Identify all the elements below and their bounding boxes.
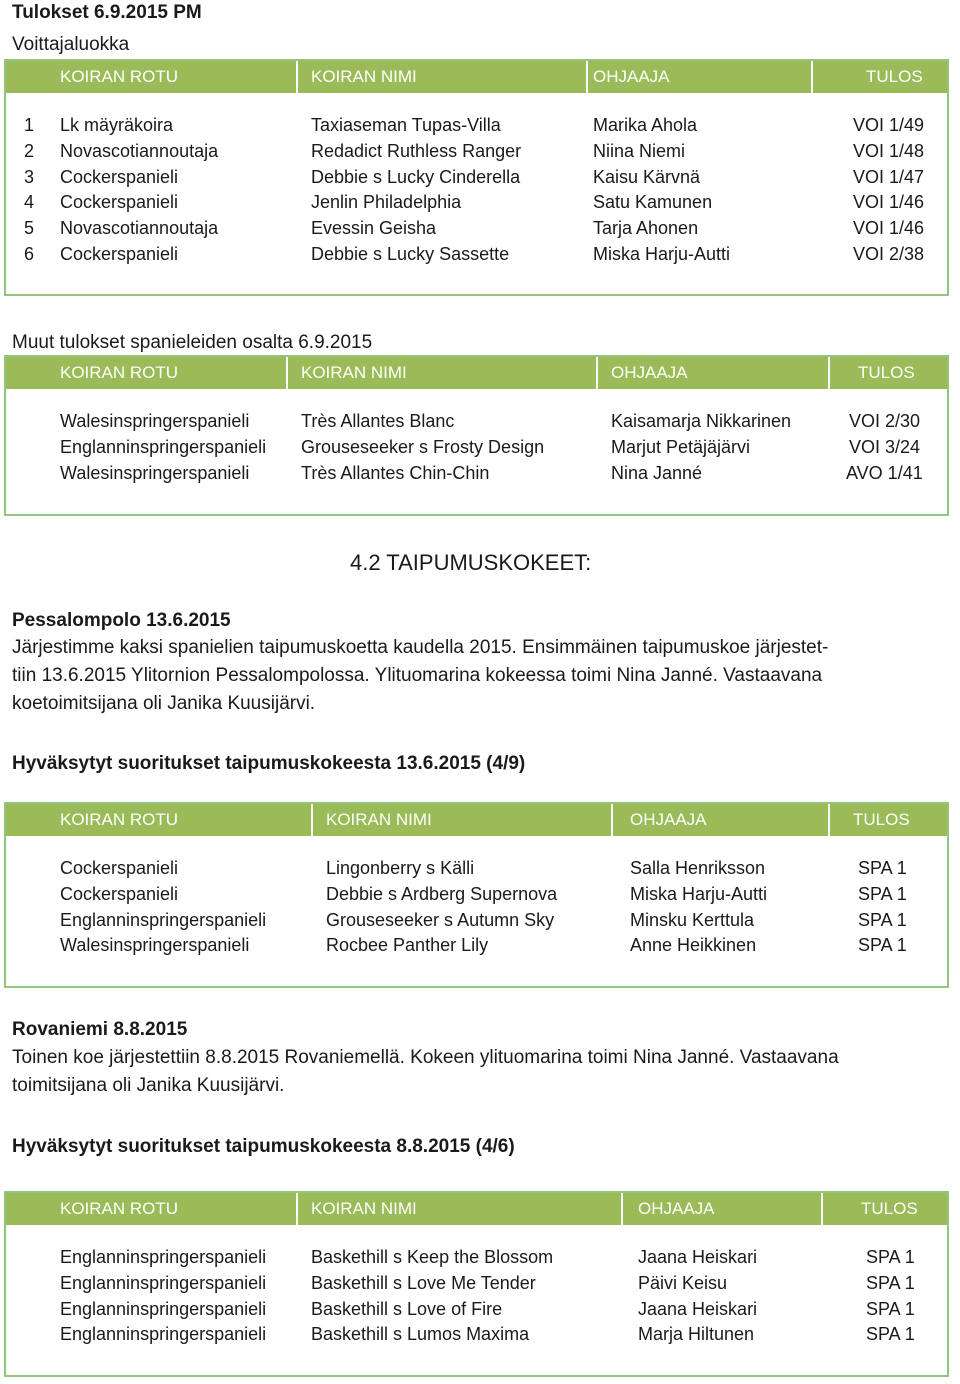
header-handler: OHJAAJA [611, 363, 688, 382]
table-row: Walesinspringerspanieli Très Allantes Chin-Chin Nina Janné AVO 1/41 [60, 462, 923, 483]
header-handler: OHJAAJA [638, 1199, 715, 1218]
table-row: 6 Cockerspanieli Debbie s Lucky Sassette Miska Harju-Autti VOI 2/38 [24, 243, 925, 264]
header-result: TULOS [861, 1199, 918, 1218]
table-row: Englanninspringerspanieli Baskethill s Love Me Tender Päivi Keisu SPA 1 [60, 1272, 915, 1293]
section2-table [4, 355, 949, 516]
section3-table [4, 802, 949, 988]
header-result: TULOS [858, 363, 915, 382]
header-breed: KOIRAN ROTU [60, 1199, 179, 1218]
section3-heading: 4.2 TAIPUMUSKOKEET: [350, 550, 592, 575]
table-row: Cockerspanieli Debbie s Ardberg Supernova Miska Harju-Autti SPA 1 [60, 883, 907, 904]
section4-table-header [6, 1193, 947, 1225]
section3-accepted-title: Hyväksytyt suoritukset taipumuskokeesta 13.6.2015 (4/9) [12, 753, 526, 774]
page-title: Tulokset 6.9.2015 PM [12, 2, 202, 23]
section2-table-header [6, 357, 947, 389]
header-handler: OHJAAJA [593, 67, 670, 86]
section2-subtitle: Muut tulokset spanieleiden osalta 6.9.2015 [12, 332, 373, 353]
table-row: Englanninspringerspanieli Baskethill s Love of Fire Jaana Heiskari SPA 1 [60, 1298, 915, 1319]
section1-subtitle: Voittajaluokka [12, 34, 130, 55]
header-handler: OHJAAJA [630, 810, 707, 829]
table-row: Englanninspringerspanieli Grouseseeker s Autumn Sky Minsku Kerttula SPA 1 [60, 909, 907, 930]
section4-table [4, 1191, 949, 1377]
section4-paragraph: Toinen koe järjestettiin 8.8.2015 Rovaniemellä. Kokeen ylituomarina toimi Nina Janné. Vastaavana toimitsijana oli Janika Kuusijärvi. [12, 1047, 839, 1096]
header-name: KOIRAN NIMI [311, 67, 417, 86]
section1-table-header [6, 61, 947, 93]
section1-table [4, 59, 949, 296]
section1-rows [6, 113, 947, 268]
table-row: Englanninspringerspanieli Grouseseeker s Frosty Design Marjut Petäjäjärvi VOI 3/24 [60, 436, 921, 457]
section3-rows [6, 856, 947, 959]
section4-rows [6, 1245, 947, 1348]
table-row: 2 Novascotiannoutaja Redadict Ruthless Ranger Niina Niemi VOI 1/48 [24, 140, 925, 161]
section3-table-header [6, 804, 947, 836]
table-row: Walesinspringerspanieli Très Allantes Blanc Kaisamarja Nikkarinen VOI 2/30 [60, 411, 921, 431]
table-row: 5 Novascotiannoutaja Evessin Geisha Tarja Ahonen VOI 1/46 [24, 218, 925, 239]
header-result: TULOS [853, 810, 910, 829]
section4-accepted-title: Hyväksytyt suoritukset taipumuskokeesta 8.8.2015 (4/6) [12, 1136, 515, 1157]
table-row: Englanninspringerspanieli Baskethill s Keep the Blossom Jaana Heiskari SPA 1 [60, 1247, 915, 1267]
section3-paragraph: Järjestimme kaksi spanielien taipumuskoetta kaudella 2015. Ensimmäinen taipumuskoe järjestet- tiin 13.6.2015 Ylitornion Pessalompolossa. Ylituomarina kokeessa toimi Nina Janné. Vastaavana koetoimitsijana oli Janika Kuusijärvi. [12, 637, 829, 714]
section2-rows [6, 409, 947, 486]
table-row: Cockerspanieli Lingonberry s Källi Salla Henriksson SPA 1 [60, 858, 907, 878]
header-result: TULOS [866, 67, 923, 86]
header-breed: KOIRAN ROTU [60, 67, 179, 86]
table-row: Englanninspringerspanieli Baskethill s Lumos Maxima Marja Hiltunen SPA 1 [60, 1324, 915, 1345]
table-row: 4 Cockerspanieli Jenlin Philadelphia Satu Kamunen VOI 1/46 [24, 192, 925, 213]
header-name: KOIRAN NIMI [311, 1199, 417, 1218]
section3-place: Pessalompolo 13.6.2015 [12, 610, 231, 631]
table-row: Walesinspringerspanieli Rocbee Panther Lily Anne Heikkinen SPA 1 [60, 935, 907, 956]
header-name: KOIRAN NIMI [326, 810, 432, 829]
header-name: KOIRAN NIMI [301, 363, 407, 382]
header-breed: KOIRAN ROTU [60, 810, 179, 829]
table-row: 1 Lk mäyräkoira Taxiaseman Tupas-Villa Marika Ahola VOI 1/49 [24, 115, 925, 135]
section4-place: Rovaniemi 8.8.2015 [12, 1019, 188, 1040]
table-row: 3 Cockerspanieli Debbie s Lucky Cinderella Kaisu Kärvnä VOI 1/47 [24, 166, 925, 187]
header-breed: KOIRAN ROTU [60, 363, 179, 382]
